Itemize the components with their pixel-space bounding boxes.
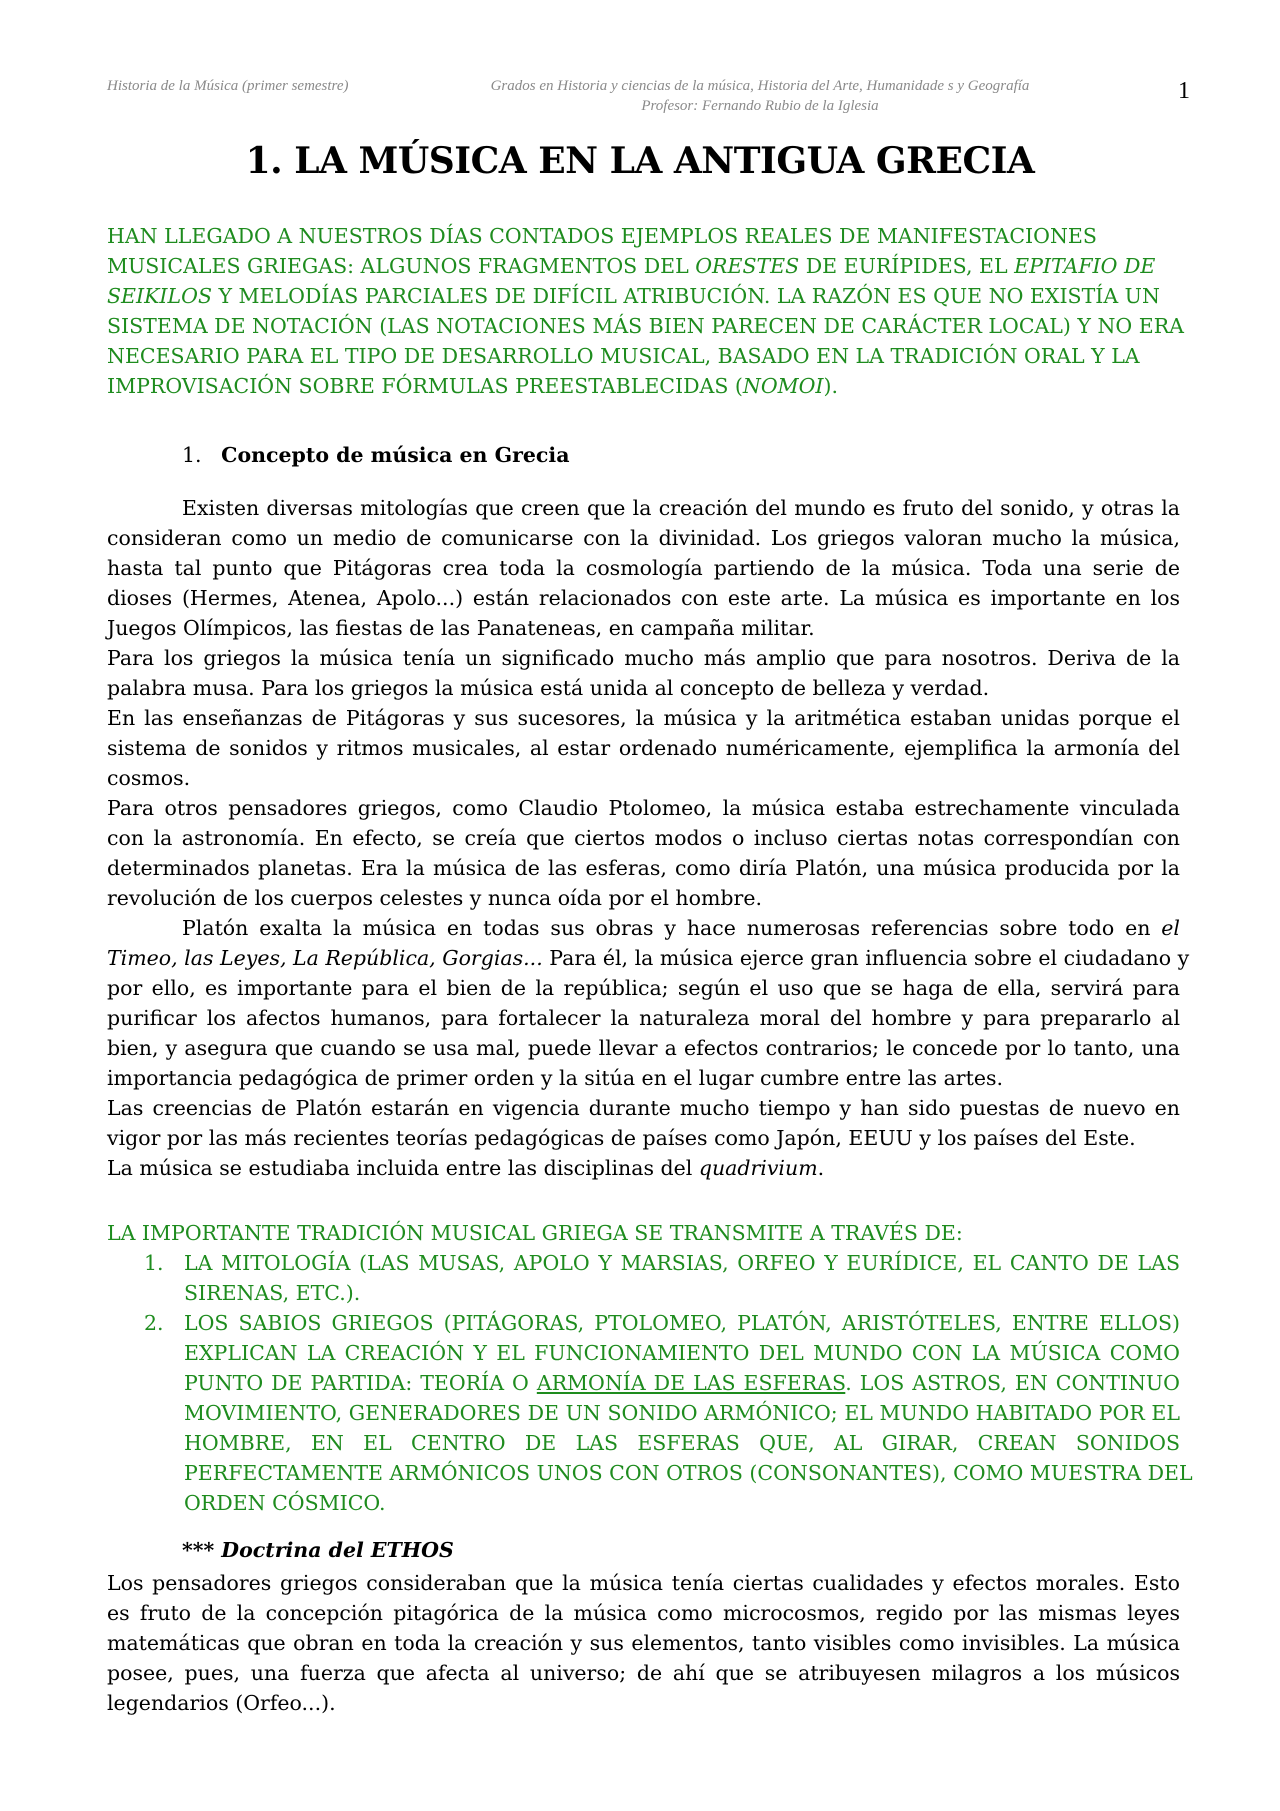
body-line: bien, y asegura que cuando se usa mal, puede llevar a efectos contrarios; le concede por lo tanto, una xyxy=(107,1036,1180,1060)
intro-text: Y MELODÍAS PARCIALES DE DIFÍCIL ATRIBUCIÓN. LA RAZÓN ES QUE NO EXISTÍA UN xyxy=(211,284,1160,308)
ethos-line: posee, pues, una fuerza que afecta al universo; de ahí que se atribuyesen milagros a los músicos xyxy=(107,1661,1180,1685)
header-degrees xyxy=(440,76,1080,116)
intro-line xyxy=(107,371,1180,401)
section-number: 1. xyxy=(182,443,202,467)
intro-italic: EPITAFIO DE xyxy=(1014,254,1156,278)
body-line: importancia pedagógica de primer orden y la sitúa en el lugar cumbre entre las artes. xyxy=(107,1066,1003,1090)
list-line: EXPLICAN LA CREACIÓN Y EL FUNCIONAMIENTO DEL MUNDO CON LA MÚSICA COMO xyxy=(184,1341,1180,1365)
intro-italic: NOMOI xyxy=(742,374,824,398)
intro-line xyxy=(107,251,1180,281)
body-text-run: La música se estudiaba incluida entre las disciplinas del xyxy=(107,1156,699,1180)
body-line xyxy=(107,1153,1180,1183)
body-text xyxy=(107,493,1190,1183)
tradition-heading: LA IMPORTANTE TRADICIÓN MUSICAL GRIEGA SE TRANSMITE A TRAVÉS DE: xyxy=(107,1221,963,1245)
ethos-paragraph xyxy=(107,1568,1180,1718)
body-line: Las creencias de Platón estarán en vigencia durante mucho tiempo y han sido puestas de nuevo en xyxy=(107,1096,1180,1120)
ethos-line: es fruto de la concepción pitagórica de la música como microcosmos, regido por las mismas leyes xyxy=(107,1601,1180,1625)
list-item xyxy=(107,1248,1180,1308)
body-line xyxy=(107,943,1190,973)
list-line: LA MITOLOGÍA (LAS MUSAS, APOLO Y MARSIAS, ORFEO Y EURÍDICE, EL CANTO DE LAS xyxy=(184,1251,1180,1275)
intro-line: SISTEMA DE NOTACIÓN (LAS NOTACIONES MÁS BIEN PARECEN DE CARÁCTER LOCAL) Y NO ERA xyxy=(107,314,1184,338)
body-line: determinados planetas. Era la música de las esferas, como diría Platón, una música producida por la xyxy=(107,856,1180,880)
intro-text: ). xyxy=(823,374,839,398)
body-italic: el xyxy=(1161,916,1180,940)
intro-paragraph xyxy=(107,221,1184,401)
list-line: SIRENAS, ETC.). xyxy=(184,1281,361,1305)
body-italic: quadrivium xyxy=(698,1156,818,1180)
intro-text: IMPROVISACIÓN SOBRE FÓRMULAS PREESTABLECIDAS ( xyxy=(107,374,743,398)
intro-text: MUSICALES GRIEGAS: ALGUNOS FRAGMENTOS DEL xyxy=(107,254,696,278)
intro-italic: SEIKILOS xyxy=(107,284,212,308)
list-underlined: ARMONÍA DE LAS ESFERAS xyxy=(536,1371,846,1395)
list-text: . LOS ASTROS, EN CONTINUO xyxy=(845,1371,1180,1395)
body-line: palabra musa. Para los griegos la música está unida al concepto de belleza y verdad. xyxy=(107,676,990,700)
body-text-run: . xyxy=(817,1156,825,1180)
list-line: PERFECTAMENTE ARMÓNICOS UNOS CON OTROS (CONSONANTES), COMO MUESTRA DEL xyxy=(184,1461,1193,1485)
list-line: HOMBRE, EN EL CENTRO DE LAS ESFERAS QUE, AL GIRAR, CREAN SONIDOS xyxy=(184,1431,1180,1455)
body-line: Juegos Olímpicos, las fiestas de las Panateneas, en campaña militar. xyxy=(107,616,815,640)
list-line xyxy=(184,1368,1180,1398)
body-line: hasta tal punto que Pitágoras crea toda la cosmología partiendo de la música. Toda una serie de xyxy=(107,556,1180,580)
page-title: 1. LA MÚSICA EN LA ANTIGUA GRECIA xyxy=(245,140,1035,182)
tradition-list xyxy=(107,1248,1193,1518)
list-item xyxy=(107,1308,1193,1518)
list-number: 1. xyxy=(144,1251,164,1275)
intro-line: HAN LLEGADO A NUESTROS DÍAS CONTADOS EJEMPLOS REALES DE MANIFESTACIONES xyxy=(107,224,1097,248)
list-number: 2. xyxy=(144,1311,164,1335)
body-text-run: Para él, la música ejerce gran influencia sobre el ciudadano y xyxy=(542,946,1190,970)
header-degrees-line: Grados en Historia y ciencias de la música, Historia del Arte, Humanidade s y Geografía xyxy=(490,78,1030,94)
ethos-line: Los pensadores griegos consideraban que la música tenía ciertas cualidades y efectos morales. Esto xyxy=(107,1571,1180,1595)
body-line: sistema de sonidos y ritmos musicales, al estar ordenado numéricamente, ejemplifica la armonía del xyxy=(107,736,1180,760)
body-line: purificar los afectos humanos, para fortalecer la naturaleza moral del hombre y para prepararlo al xyxy=(107,1006,1180,1030)
body-line: por ello, es importante para el bien de la república; según el uso que se haga de ella, servirá para xyxy=(107,976,1180,1000)
ethos-heading: *** Doctrina del ETHOS xyxy=(182,1538,454,1562)
body-italic: Timeo, las Leyes, La República, Gorgias... xyxy=(107,946,543,970)
body-line xyxy=(107,913,1180,943)
intro-line xyxy=(107,281,1180,311)
body-line: consideran como un medio de comunicarse con la divinidad. Los griegos valoran mucho la música, xyxy=(107,526,1180,550)
page-number: 1 xyxy=(1178,78,1190,104)
body-line: dioses (Hermes, Atenea, Apolo...) están relacionados con este arte. La música es importante en los xyxy=(107,586,1180,610)
section-heading xyxy=(182,443,570,467)
body-line: con la astronomía. En efecto, se creía que ciertos modos o incluso ciertas notas correspondían con xyxy=(107,826,1180,850)
ethos-line: matemáticas que obran en toda la creación y sus elementos, tanto visibles como invisibles. La música xyxy=(107,1631,1180,1655)
body-line: Para los griegos la música tenía un significado mucho más amplio que para nosotros. Deriva de la xyxy=(107,646,1180,670)
ethos-line: legendarios (Orfeo...). xyxy=(107,1691,336,1715)
header-course: Historia de la Música (primer semestre) xyxy=(107,78,349,94)
list-text: PUNTO DE PARTIDA: TEORÍA O xyxy=(184,1371,537,1395)
body-line: Para otros pensadores griegos, como Claudio Ptolomeo, la música estaba estrechamente vinculada xyxy=(107,796,1180,820)
header-professor: Profesor: Fernando Rubio de la Iglesia xyxy=(641,98,879,114)
intro-line: NECESARIO PARA EL TIPO DE DESARROLLO MUSICAL, BASADO EN LA TRADICIÓN ORAL Y LA xyxy=(107,344,1140,368)
intro-text: DE EURÍPIDES, EL xyxy=(799,254,1015,278)
list-line: ORDEN CÓSMICO. xyxy=(184,1491,386,1515)
intro-italic: ORESTES xyxy=(695,254,800,278)
body-line: Existen diversas mitologías que creen que la creación del mundo es fruto del sonido, y otras la xyxy=(182,496,1180,520)
list-line: MOVIMIENTO, GENERADORES DE UN SONIDO ARMÓNICO; EL MUNDO HABITADO POR EL xyxy=(184,1401,1180,1425)
body-line: cosmos. xyxy=(107,766,191,790)
list-line: LOS SABIOS GRIEGOS (PITÁGORAS, PTOLOMEO, PLATÓN, ARISTÓTELES, ENTRE ELLOS) xyxy=(184,1311,1180,1335)
body-line: En las enseñanzas de Pitágoras y sus sucesores, la música y la aritmética estaban unidas porque el xyxy=(107,706,1180,730)
body-text-run: Platón exalta la música en todas sus obras y hace numerosas referencias sobre todo en xyxy=(182,916,1162,940)
body-line: vigor por las más recientes teorías pedagógicas de países como Japón, EEUU y los países del Este. xyxy=(107,1126,1136,1150)
section-title: Concepto de música en Grecia xyxy=(221,443,570,467)
body-line: revolución de los cuerpos celestes y nunca oída por el hombre. xyxy=(107,886,762,910)
